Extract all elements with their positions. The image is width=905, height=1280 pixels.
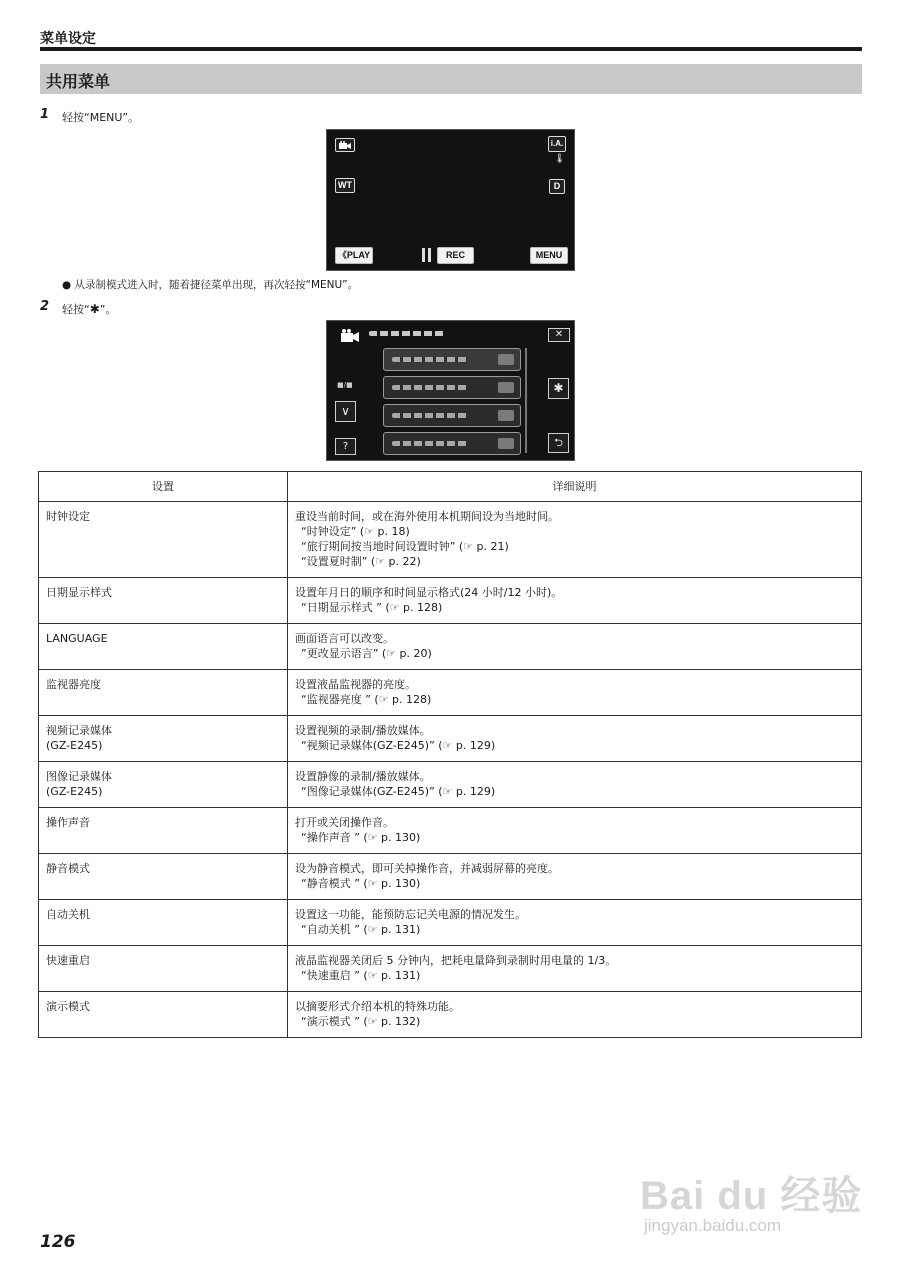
setting-description: 设置年月日的顺序和时间显示格式(24 小时/12 小时)。 [295, 586, 563, 599]
menu-title-placeholder [369, 331, 444, 336]
step-2-number: 2 [40, 299, 50, 314]
page-reference-link[interactable]: “日期显示样式 ” (☞ p. 128) [301, 601, 443, 614]
watermark [640, 1150, 870, 1250]
menu-item-value-placeholder [498, 438, 514, 449]
setting-name-cell [39, 808, 288, 854]
table-row [39, 670, 862, 716]
setting-description-cell [288, 946, 862, 992]
page-indicator: ■/■ [337, 381, 353, 389]
setting-name: 时钟设定 [46, 510, 90, 523]
table-row [39, 900, 862, 946]
page-reference-link[interactable]: “旅行期间按当地时间设置时钟” (☞ p. 21) [301, 540, 509, 553]
video-camera-icon [341, 329, 359, 342]
page-reference-link[interactable]: “图像记录媒体(GZ-E245)” (☞ p. 129) [301, 785, 496, 798]
setting-description-cell [288, 716, 862, 762]
camera-menu-screen [326, 320, 575, 461]
setting-description: 液晶监视器关闭后 5 分钟内，把耗电量降到录制时用电量的 1/3。 [295, 954, 617, 967]
setting-name: 操作声音 [46, 816, 90, 829]
table-row [39, 624, 862, 670]
menu-list-item[interactable] [383, 404, 521, 427]
setting-name: LANGUAGE [46, 632, 108, 645]
setting-description-cell [288, 670, 862, 716]
page-number: 126 [40, 1232, 76, 1252]
page-reference-link[interactable]: “静音模式 ” (☞ p. 130) [301, 877, 421, 890]
setting-name: 演示模式 [46, 1000, 90, 1013]
step-1-number: 1 [40, 107, 50, 122]
scrollbar[interactable] [525, 348, 527, 453]
setting-description-cell [288, 502, 862, 578]
setting-description: 设置视频的录制/播放媒体。 [295, 724, 431, 737]
setting-description: 设置这一功能，能预防忘记关电源的情况发生。 [295, 908, 526, 921]
setting-description: 以摘要形式介绍本机的特殊功能。 [295, 1000, 460, 1013]
step-1-text: 轻按“MENU”。 [62, 111, 140, 124]
setting-name: 快速重启 [46, 954, 90, 967]
scroll-down-button[interactable]: ∨ [335, 401, 356, 422]
menu-item-label-placeholder [392, 441, 467, 446]
pause-icon-bar-left [422, 248, 425, 262]
thermometer-icon: 🌡 [554, 154, 566, 164]
watermark-logo-text: Bai du 经验 [640, 1174, 863, 1218]
setting-name: 监视器亮度 [46, 678, 101, 691]
setting-name-cell [39, 900, 288, 946]
gear-icon: ✱ [89, 302, 100, 316]
setting-description: 设为静音模式，即可关掉操作音，并减弱屏幕的亮度。 [295, 862, 559, 875]
settings-table [38, 471, 862, 1038]
setting-name: 自动关机 [46, 908, 90, 921]
table-body [39, 502, 862, 1038]
table-row [39, 578, 862, 624]
table-row [39, 502, 862, 578]
step-2-text-after: ”。 [99, 303, 117, 316]
setting-name-cell [39, 670, 288, 716]
section-bar [40, 64, 862, 94]
setting-name-cell [39, 578, 288, 624]
menu-button[interactable]: MENU [530, 247, 568, 264]
page-reference-link[interactable]: ”更改显示语言” (☞ p. 20) [301, 647, 432, 660]
step-2-text-before: 轻按“ [62, 303, 90, 316]
zoom-wt-button[interactable]: WT [335, 178, 355, 193]
menu-item-label-placeholder [392, 357, 467, 362]
setting-name-cell [39, 992, 288, 1038]
setting-name-cell [39, 716, 288, 762]
page-reference-link[interactable]: “监视器亮度 ” (☞ p. 128) [301, 693, 432, 706]
menu-item-value-placeholder [498, 410, 514, 421]
header-rule [40, 47, 862, 51]
setting-description-cell [288, 578, 862, 624]
camera-record-screen [326, 129, 575, 271]
gear-icon: ✱ [553, 381, 564, 395]
table-header-setting: 设置 [39, 472, 288, 502]
setting-name: 图像记录媒体 [46, 770, 112, 783]
help-button[interactable]: ? [335, 438, 356, 455]
setting-name-cell [39, 624, 288, 670]
watermark-url: jingyan.baidu.com [644, 1216, 782, 1235]
pause-icon-bar-right [428, 248, 431, 262]
table-row [39, 762, 862, 808]
setting-model: (GZ-E245) [46, 739, 103, 752]
menu-list-item[interactable] [383, 432, 521, 455]
step-2-text [62, 301, 116, 317]
setting-description-cell [288, 624, 862, 670]
setting-description: 重设当前时间，或在海外使用本机期间设为当地时间。 [295, 510, 559, 523]
setting-name-cell [39, 946, 288, 992]
back-button[interactable]: ⮌ [548, 433, 569, 453]
setting-description-cell [288, 900, 862, 946]
rec-button[interactable]: REC [437, 247, 474, 264]
setting-description-cell [288, 762, 862, 808]
table-row [39, 716, 862, 762]
settings-gear-button[interactable] [548, 378, 569, 399]
page-header-title: 菜单设定 [40, 31, 96, 47]
page-reference-link[interactable]: “快速重启 ” (☞ p. 131) [301, 969, 421, 982]
page-reference-link[interactable]: “自动关机 ” (☞ p. 131) [301, 923, 421, 936]
menu-item-label-placeholder [392, 385, 467, 390]
display-d-button[interactable]: D [549, 179, 565, 194]
setting-description: 画面语言可以改变。 [295, 632, 394, 645]
setting-name-cell [39, 762, 288, 808]
ia-mode-button[interactable]: i.A. [548, 136, 566, 152]
page-reference-link[interactable]: “演示模式 ” (☞ p. 132) [301, 1015, 421, 1028]
setting-description: 打开或关闭操作音。 [295, 816, 394, 829]
setting-model: (GZ-E245) [46, 785, 103, 798]
table-header-description: 详细说明 [288, 472, 862, 502]
table-header-row [39, 472, 862, 502]
play-button[interactable]: 《PLAY [335, 247, 373, 264]
setting-name-cell [39, 502, 288, 578]
setting-description: 设置液晶监视器的亮度。 [295, 678, 416, 691]
table-row [39, 946, 862, 992]
setting-name-cell [39, 854, 288, 900]
menu-list-item[interactable] [383, 376, 521, 399]
close-button[interactable]: ✕ [548, 328, 570, 342]
menu-list-item[interactable] [383, 348, 521, 371]
table-row [39, 992, 862, 1038]
menu-item-value-placeholder [498, 354, 514, 365]
setting-description-cell [288, 992, 862, 1038]
setting-name: 视频记录媒体 [46, 724, 112, 737]
setting-description-cell [288, 808, 862, 854]
page-reference-link[interactable]: “操作声音 ” (☞ p. 130) [301, 831, 421, 844]
setting-description: 设置静像的录制/播放媒体。 [295, 770, 431, 783]
page-reference-link[interactable]: “视频记录媒体(GZ-E245)” (☞ p. 129) [301, 739, 496, 752]
setting-description-cell [288, 854, 862, 900]
step-1-note: ● 从录制模式进入时，随着捷径菜单出现，再次轻按“MENU”。 [62, 279, 359, 291]
setting-name: 静音模式 [46, 862, 90, 875]
section-title: 共用菜单 [46, 72, 111, 91]
table-row [39, 854, 862, 900]
step-1-note-text: 从录制模式进入时，随着捷径菜单出现，再次轻按“MENU”。 [74, 279, 359, 291]
video-mode-icon[interactable] [335, 138, 355, 152]
menu-item-value-placeholder [498, 382, 514, 393]
table-row [39, 808, 862, 854]
menu-item-label-placeholder [392, 413, 467, 418]
page-reference-link[interactable]: “时钟设定” (☞ p. 18) [301, 525, 410, 538]
page-reference-link[interactable]: “设置夏时制” (☞ p. 22) [301, 555, 421, 568]
setting-name: 日期显示样式 [46, 586, 112, 599]
